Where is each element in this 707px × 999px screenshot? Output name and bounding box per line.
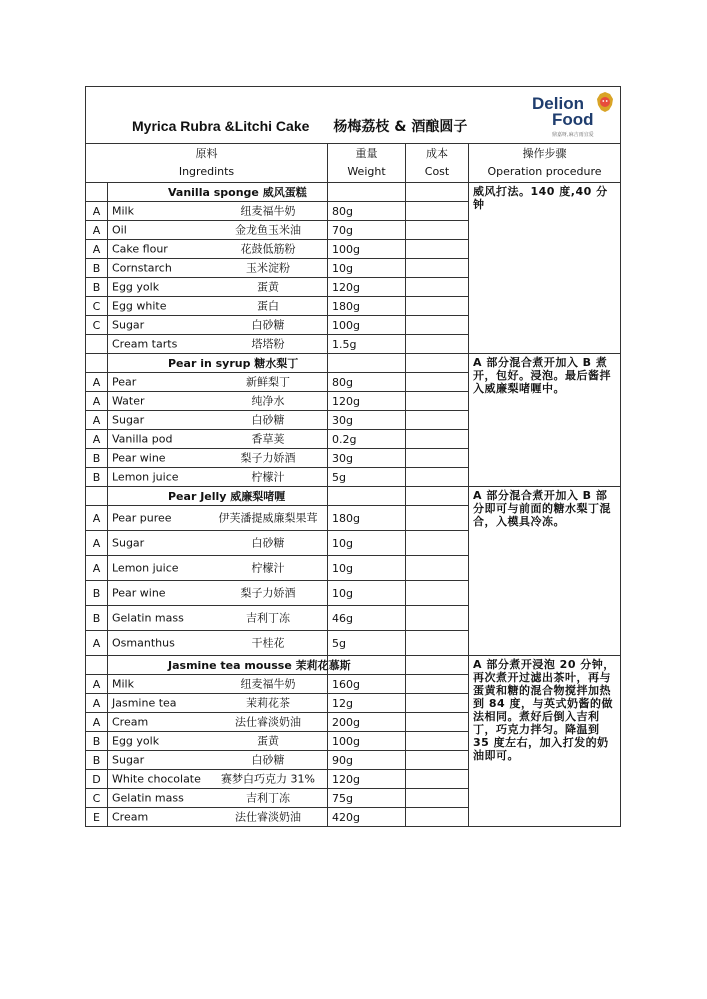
weight-value: 10g xyxy=(328,581,406,606)
ingredient-chinese: 纽麦福牛奶 xyxy=(240,204,296,218)
ingredient-chinese: 赛梦白巧克力 31% xyxy=(221,772,315,786)
ingredient-english: Lemon juice xyxy=(112,470,179,484)
header-cost: 成本 Cost xyxy=(406,144,469,183)
section-name: Pear Jelly 威廉梨啫喱 xyxy=(108,487,328,506)
cost-value xyxy=(406,449,469,468)
group-mark xyxy=(86,335,108,354)
ingredient-english: Milk xyxy=(112,677,134,691)
ingredient-cell xyxy=(108,335,328,354)
weight-value: 90g xyxy=(328,751,406,770)
ingredient-chinese: 干桂花 xyxy=(251,636,285,650)
header-row xyxy=(86,144,621,183)
weight-value: 100g xyxy=(328,316,406,335)
ingredient-english: Milk xyxy=(112,204,134,218)
weight-value: 75g xyxy=(328,789,406,808)
cost-value xyxy=(406,392,469,411)
title-cell xyxy=(86,87,621,144)
cost-value xyxy=(406,506,469,531)
ingredient-chinese: 白砂糖 xyxy=(251,413,285,427)
title-chinese: 杨梅荔枝 & 酒酿圆子 xyxy=(333,119,468,135)
cost-value xyxy=(406,468,469,487)
recipe-table xyxy=(85,86,621,827)
ingredient-english: Pear wine xyxy=(112,451,166,465)
ingredient-english: Pear wine xyxy=(112,586,166,600)
ingredient-english: Cream xyxy=(112,810,149,824)
logo-word-delion: Delion xyxy=(532,94,584,113)
ingredient-english: Oil xyxy=(112,223,127,237)
ingredient-english: Pear puree xyxy=(112,511,172,525)
ingredient-english: White chocolate xyxy=(112,772,201,786)
ingredient-cell xyxy=(108,606,328,631)
group-mark: A xyxy=(86,713,108,732)
header-ingredients: 原料 Ingredints xyxy=(86,144,328,183)
ingredient-chinese: 纯净水 xyxy=(251,394,285,408)
recipe-title xyxy=(132,120,467,134)
group-mark: A xyxy=(86,411,108,430)
procedure-text: A 部分混合煮开加入 B 煮开，包好。浸泡。最后酱拌入威廉梨啫喱中。 xyxy=(469,354,621,487)
mark-cell xyxy=(86,656,108,675)
cost-value xyxy=(406,694,469,713)
ingredient-cell xyxy=(108,631,328,656)
cost-value xyxy=(406,430,469,449)
ingredient-chinese: 金龙鱼玉米油 xyxy=(235,223,301,237)
cost-value xyxy=(406,770,469,789)
cost-value xyxy=(406,373,469,392)
ingredient-english: Jasmine tea xyxy=(112,696,177,710)
group-mark: B xyxy=(86,581,108,606)
group-mark: A xyxy=(86,506,108,531)
ingredient-chinese: 蛋白 xyxy=(257,299,279,313)
cost-value xyxy=(406,789,469,808)
ingredient-cell xyxy=(108,316,328,335)
ingredient-english: Cream tarts xyxy=(112,337,178,351)
logo-word-food: Food xyxy=(552,110,594,129)
group-mark: A xyxy=(86,240,108,259)
ingredient-english: Egg yolk xyxy=(112,280,160,294)
ingredient-english: Gelatin mass xyxy=(112,611,184,625)
ingredient-cell xyxy=(108,278,328,297)
cost-value xyxy=(406,259,469,278)
weight-value: 120g xyxy=(328,392,406,411)
ingredient-chinese: 吉利丁冻 xyxy=(246,791,290,805)
ingredient-cell xyxy=(108,770,328,789)
ingredient-chinese: 纽麦福牛奶 xyxy=(240,677,296,691)
ingredient-cell xyxy=(108,694,328,713)
group-mark: A xyxy=(86,531,108,556)
group-mark: A xyxy=(86,430,108,449)
ingredient-cell xyxy=(108,392,328,411)
group-mark: A xyxy=(86,694,108,713)
ingredient-cell xyxy=(108,221,328,240)
ingredient-chinese: 伊芙潘提威廉梨果茸 xyxy=(218,511,318,525)
cost-value xyxy=(406,278,469,297)
group-mark: B xyxy=(86,732,108,751)
ingredient-cell xyxy=(108,240,328,259)
weight-value: 12g xyxy=(328,694,406,713)
ingredient-english: Cake flour xyxy=(112,242,168,256)
group-mark: C xyxy=(86,789,108,808)
ingredient-chinese: 法仕睿淡奶油 xyxy=(235,810,301,824)
ingredient-chinese: 花鼓低筋粉 xyxy=(240,242,296,256)
ingredient-cell xyxy=(108,411,328,430)
section-name: Vanilla sponge 威风蛋糕 xyxy=(108,183,328,202)
ingredient-chinese: 柠檬汁 xyxy=(251,561,285,575)
group-mark: A xyxy=(86,221,108,240)
group-mark: B xyxy=(86,259,108,278)
cost-cell xyxy=(406,656,469,675)
ingredient-chinese: 香草荚 xyxy=(251,432,285,446)
cost-value xyxy=(406,675,469,694)
cost-value xyxy=(406,732,469,751)
ingredient-chinese: 白砂糖 xyxy=(251,318,285,332)
ingredient-cell xyxy=(108,430,328,449)
weight-value: 100g xyxy=(328,240,406,259)
weight-value: 420g xyxy=(328,808,406,827)
ingredient-english: Gelatin mass xyxy=(112,791,184,805)
weight-value: 30g xyxy=(328,411,406,430)
weight-value: 70g xyxy=(328,221,406,240)
weight-value: 30g xyxy=(328,449,406,468)
ingredient-english: Egg white xyxy=(112,299,167,313)
ingredient-cell xyxy=(108,675,328,694)
header-weight: 重量 Weight xyxy=(328,144,406,183)
ingredient-chinese: 蛋黄 xyxy=(257,280,279,294)
ingredient-english: Lemon juice xyxy=(112,561,179,575)
cost-value xyxy=(406,581,469,606)
group-mark: B xyxy=(86,606,108,631)
cost-value xyxy=(406,606,469,631)
weight-value: 80g xyxy=(328,202,406,221)
section-header-row xyxy=(86,354,621,373)
mark-cell xyxy=(86,354,108,373)
weight-value: 5g xyxy=(328,468,406,487)
ingredient-chinese: 吉利丁冻 xyxy=(246,611,290,625)
ingredient-chinese: 玉米淀粉 xyxy=(246,261,290,275)
ingredient-chinese: 蛋黄 xyxy=(257,734,279,748)
ingredient-chinese: 新鲜梨丁 xyxy=(246,375,290,389)
procedure-text: 威风打法。140 度,40 分钟 xyxy=(469,183,621,354)
ingredient-chinese: 法仕睿淡奶油 xyxy=(235,715,301,729)
ingredient-english: Osmanthus xyxy=(112,636,175,650)
ingredient-cell xyxy=(108,556,328,581)
ingredient-cell xyxy=(108,373,328,392)
section-header-row xyxy=(86,183,621,202)
title-english: Myrica Rubra &Litchi Cake xyxy=(132,118,310,134)
cost-value xyxy=(406,316,469,335)
section-name: Jasmine tea mousse 茉莉花慕斯 xyxy=(108,656,328,675)
ingredient-cell xyxy=(108,449,328,468)
cost-value xyxy=(406,297,469,316)
weight-value: 80g xyxy=(328,373,406,392)
cost-cell xyxy=(406,183,469,202)
ingredient-cell xyxy=(108,581,328,606)
header-procedure: 操作步骤 Operation procedure xyxy=(469,144,621,183)
ingredient-cell xyxy=(108,506,328,531)
cost-value xyxy=(406,531,469,556)
weight-value: 160g xyxy=(328,675,406,694)
weight-value: 46g xyxy=(328,606,406,631)
ingredient-english: Sugar xyxy=(112,753,145,767)
weight-value: 1.5g xyxy=(328,335,406,354)
ingredient-chinese: 塔塔粉 xyxy=(251,337,285,351)
group-mark: D xyxy=(86,770,108,789)
procedure-text: A 部分混合煮开加入 B 部分即可与前面的糖水梨丁混合，入模具冷冻。 xyxy=(469,487,621,656)
cost-value xyxy=(406,240,469,259)
weight-cell xyxy=(328,354,406,373)
weight-value: 120g xyxy=(328,770,406,789)
cost-value xyxy=(406,808,469,827)
cost-cell xyxy=(406,354,469,373)
cost-value xyxy=(406,202,469,221)
cost-cell xyxy=(406,487,469,506)
mark-cell xyxy=(86,183,108,202)
group-mark: C xyxy=(86,297,108,316)
ingredient-cell xyxy=(108,808,328,827)
ingredient-english: Sugar xyxy=(112,413,145,427)
weight-value: 10g xyxy=(328,259,406,278)
ingredient-cell xyxy=(108,259,328,278)
ingredient-cell xyxy=(108,789,328,808)
cost-value xyxy=(406,335,469,354)
ingredient-cell xyxy=(108,751,328,770)
ingredient-cell xyxy=(108,713,328,732)
group-mark: B xyxy=(86,468,108,487)
ingredient-english: Vanilla pod xyxy=(112,432,173,446)
ingredient-chinese: 白砂糖 xyxy=(251,753,285,767)
weight-value: 0.2g xyxy=(328,430,406,449)
ingredient-cell xyxy=(108,297,328,316)
weight-cell xyxy=(328,487,406,506)
section-name: Pear in syrup 糖水梨丁 xyxy=(108,354,328,373)
ingredient-chinese: 梨子力娇酒 xyxy=(240,451,296,465)
weight-value: 180g xyxy=(328,297,406,316)
cost-value xyxy=(406,713,469,732)
ingredient-chinese: 茉莉花茶 xyxy=(246,696,290,710)
cost-value xyxy=(406,631,469,656)
ingredient-english: Water xyxy=(112,394,145,408)
cost-value xyxy=(406,751,469,770)
mark-cell xyxy=(86,487,108,506)
ingredient-cell xyxy=(108,531,328,556)
group-mark: B xyxy=(86,278,108,297)
section-header-row xyxy=(86,487,621,506)
weight-value: 10g xyxy=(328,531,406,556)
ingredient-english: Egg yolk xyxy=(112,734,160,748)
group-mark: A xyxy=(86,556,108,581)
group-mark: E xyxy=(86,808,108,827)
group-mark: A xyxy=(86,631,108,656)
lion-head-icon xyxy=(596,91,614,113)
weight-value: 200g xyxy=(328,713,406,732)
cost-value xyxy=(406,411,469,430)
ingredient-chinese: 梨子力娇酒 xyxy=(240,586,296,600)
ingredient-english: Sugar xyxy=(112,536,145,550)
weight-value: 10g xyxy=(328,556,406,581)
ingredient-chinese: 白砂糖 xyxy=(251,536,285,550)
ingredient-english: Pear xyxy=(112,375,137,389)
ingredient-english: Cornstarch xyxy=(112,261,172,275)
procedure-text: A 部分煮开浸泡 20 分钟，再次煮开过滤出茶叶，再与蛋黄和糖的混合物搅拌加热到 84 度，与英式奶酱的做法相同。煮好后倒入吉利丁，巧克力拌匀。降温到 35 度左右，加入打发的奶油即可。 xyxy=(469,656,621,827)
group-mark: B xyxy=(86,751,108,770)
group-mark: A xyxy=(86,392,108,411)
weight-value: 5g xyxy=(328,631,406,656)
cost-value xyxy=(406,556,469,581)
ingredient-english: Cream xyxy=(112,715,149,729)
group-mark: B xyxy=(86,449,108,468)
group-mark: A xyxy=(86,202,108,221)
weight-value: 100g xyxy=(328,732,406,751)
cost-value xyxy=(406,221,469,240)
ingredient-cell xyxy=(108,468,328,487)
delion-food-logo xyxy=(532,89,610,139)
ingredient-cell xyxy=(108,732,328,751)
group-mark: C xyxy=(86,316,108,335)
logo-tagline: 鼎嘉呀,麻吉雨宜爱 xyxy=(552,132,594,138)
ingredient-chinese: 柠檬汁 xyxy=(251,470,285,484)
group-mark: A xyxy=(86,373,108,392)
weight-cell xyxy=(328,183,406,202)
ingredient-english: Sugar xyxy=(112,318,145,332)
weight-value: 180g xyxy=(328,506,406,531)
weight-value: 120g xyxy=(328,278,406,297)
group-mark: A xyxy=(86,675,108,694)
ingredient-cell xyxy=(108,202,328,221)
section-header-row xyxy=(86,656,621,675)
